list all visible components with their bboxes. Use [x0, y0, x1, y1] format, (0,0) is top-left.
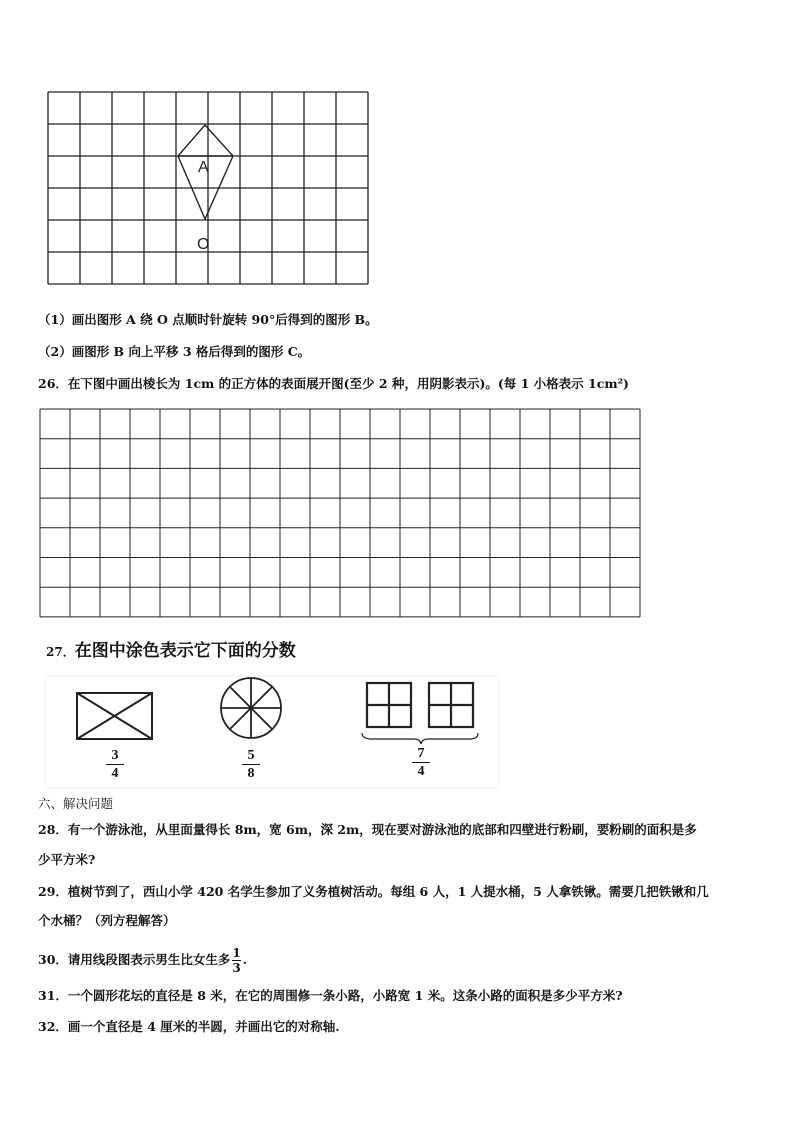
brace	[362, 733, 478, 744]
q25-step-1: （1）画出图形 A 绕 O 点顺时针旋转 90°后得到的图形 B。	[38, 312, 378, 327]
problem-28-line-2: 少平方米?	[38, 852, 96, 867]
q27-title-text: 在图中涂色表示它下面的分数	[74, 641, 296, 661]
q26-text: 26．在下图中画出棱长为 1cm 的正方体的表面展开图(至少 2 种，用阴影表示)。(每 1 小格表示 1cm²)	[38, 376, 629, 391]
label-a: A	[198, 159, 209, 176]
problem-31: 31．一个圆形花坛的直径是 8 米，在它的周围修一条小路，小路宽 1 米。这条小路的面积是多少平方米?	[38, 988, 623, 1003]
q25-step-2: （2）画图形 B 向上平移 3 格后得到的图形 C。	[38, 344, 311, 359]
section-title: 六、解决问题	[38, 796, 114, 811]
q27-title	[46, 636, 296, 661]
problem-32: 32．画一个直径是 4 厘米的半圆，并画出它的对称轴.	[38, 1019, 340, 1034]
net-drawing-grid[interactable]	[0, 400, 794, 630]
circle-figure	[221, 678, 281, 738]
q27-number: 27．	[46, 645, 75, 659]
problem-29-line-1: 29．植树节到了，西山小学 420 名学生参加了义务植树活动。每组 6 人，1 人提水桶，5 人拿铁锹。需要几把铁锹和几	[38, 884, 709, 899]
fraction-7-4: 7 4	[406, 746, 436, 779]
two-squares-figure	[367, 683, 473, 727]
fraction-3-4: 3 4	[100, 748, 130, 781]
inline-fraction-1-3: $\frac{1}{3}$	[232, 946, 241, 975]
problem-28-line-1: 28．有一个游泳池，从里面量得长 8m，宽 6m，深 2m，现在要对游泳池的底部和四壁进行粉刷，要粉刷的面积是多	[38, 822, 697, 837]
rectangle-figure	[77, 693, 152, 739]
fraction-5-8: 5 8	[236, 748, 266, 781]
problem-29-line-2: 个水桶？（列方程解答）	[38, 913, 176, 928]
label-o: O	[197, 236, 210, 253]
rotation-grid-figure	[0, 0, 794, 300]
problem-30: 30．请用线段图表示男生比女生多 $\frac{1}{3}$ .	[38, 946, 248, 975]
